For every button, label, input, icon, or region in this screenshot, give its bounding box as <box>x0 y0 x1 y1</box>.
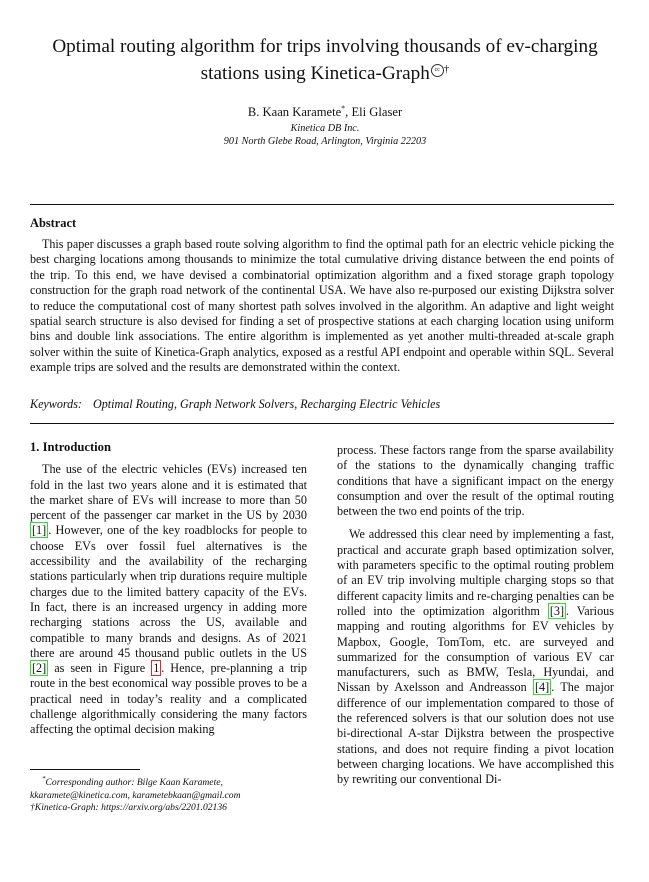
text-span: We addressed this clear need by implementing a fast, practical and accurate graph based optimization solver, with parameters specific to the optimal routing problem of an EV trip involving multiple charging stops so that different capacity limits and re-charging penalties can be rolled into the optimization algorithm <box>337 527 614 618</box>
title-dagger: † <box>443 63 450 75</box>
footnote-mark: * <box>42 775 46 783</box>
text-span: . The major difference of our implementation compared to those of the referenced solvers is that our solution does not use bi-directional A-star Dijkstra between the prospective stations, and does not require finding a pivot location between charging locations. We have accomplished this by rewriting our conventional Di- <box>337 680 614 787</box>
footnote-text: Kinetica-Graph: https://arxiv.org/abs/2201.02136 <box>34 802 227 813</box>
author-karamete: B. Kaan Karamete <box>247 105 342 120</box>
author-list <box>30 101 620 120</box>
intro-paragraph-1-cont: process. These factors range from the sparse availability of the stations to the dynamically changing traffic conditions that have a significant impact on the energy consumption and over the result of the optimal routing between the two end points of the trip. <box>337 443 614 519</box>
text-span: The use of the electric vehicles (EVs) increased ten fold in the last two years alone and it is estimated that the market share of EVs will increase to more than 50 percent of the passenger car market in the US by 2030 <box>30 462 307 523</box>
citation-link-2[interactable]: [2] <box>32 661 47 676</box>
section-heading-introduction: 1. Introduction <box>30 440 111 454</box>
footnote-text: Corresponding author: Bilge Kaan Karamete, kkaramete@kinetica.com, karametebkaan@gmail.com <box>30 777 241 801</box>
paper-title <box>30 36 620 85</box>
text-span: . Hence, pre-planning a trip route in the best economical way possible proves to be a practical need in today’s reality and a complicated challenge algorithmically considering the many factors affecting the optimal decision making <box>30 661 307 737</box>
corresponding-mark: * <box>341 104 346 113</box>
intro-paragraph-2 <box>337 527 614 787</box>
address: 901 North Glebe Road, Arlington, Virginia 22203 <box>223 136 427 147</box>
text-span: . However, one of the key roadblocks for people to choose EVs over fossil fuel alternatives is the accessibility and the availability of the recharging stations particularly when trip durations require multiple charges due to the limited battery capacity of the EVs. In fact, there is an increased urgency in adding more recharging stations across the US, available and compatible to many brands and designs. As of 2021 there are around 45 thousand public outlets in the US <box>30 523 307 660</box>
citation-link-4[interactable]: [4] <box>534 680 550 695</box>
footnotes <box>30 773 320 814</box>
title-line-2: stations using Kinetica-Graph <box>200 63 430 84</box>
footnote-corresponding-author <box>30 773 320 802</box>
abstract-heading: Abstract <box>30 216 77 230</box>
abstract-top-rule <box>30 204 614 205</box>
intro-paragraph-1 <box>30 462 307 737</box>
abstract-bottom-rule <box>30 423 614 424</box>
citation-link-1[interactable]: [1] <box>32 523 47 538</box>
figure-link-1[interactable]: 1 <box>153 661 160 676</box>
text-span: as seen in Figure <box>48 661 152 676</box>
footnote-rule <box>30 769 140 770</box>
citation-link-3[interactable]: [3] <box>549 603 565 618</box>
title-line-1: Optimal routing algorithm for trips involving thousands of ev-charging <box>52 36 598 57</box>
footnote-mark: † <box>30 802 35 813</box>
affiliation: Kinetica DB Inc. <box>290 123 360 134</box>
right-column <box>337 443 614 788</box>
text-span: . Various mapping and routing algorithms for EV vehicles by Mapbox, Google, TomTom, etc. are surveyed and summarized for the consumption of various EV car manufacturers, such as BMW, Tesla, Hyundai, and Nissan by Axelsson and Andreasson <box>337 603 614 695</box>
keywords-line <box>30 397 614 412</box>
author-glaser: , Eli Glaser <box>345 105 403 120</box>
left-column <box>30 440 307 738</box>
footnote-kinetica-graph <box>30 802 320 814</box>
creative-commons-icon: cc <box>431 64 444 77</box>
keywords-label: Keywords: <box>30 397 82 411</box>
keywords-value: Optimal Routing, Graph Network Solvers, Recharging Electric Vehicles <box>93 397 441 411</box>
affiliation-block <box>30 122 620 148</box>
abstract-body: This paper discusses a graph based route solving algorithm to find the optimal path for an electric vehicle picking the best charging locations among thousands to minimize the total cumulative driving distance between the end points of the trip. To this end, we have devised a combinatorial optimization algorithm and a fixed storage graph topology construction for the graph road network of the continental USA. We have also re-purposed our existing Dijkstra solver to reduce the computational cost of many shortest path solves involved in the algorithm. An adaptive and light weight spatial search structure is also devised for finding a set of prospective stations at each charging location using uniform bins and double link associations. The entire algorithm is implemented as yet another multi-threaded at-scale graph solver within the suite of Kinetica-Graph analytics, exposed as a restful API endpoint and operable within SQL. Several example trips are solved and the results are demonstrated within the context. <box>30 237 614 375</box>
